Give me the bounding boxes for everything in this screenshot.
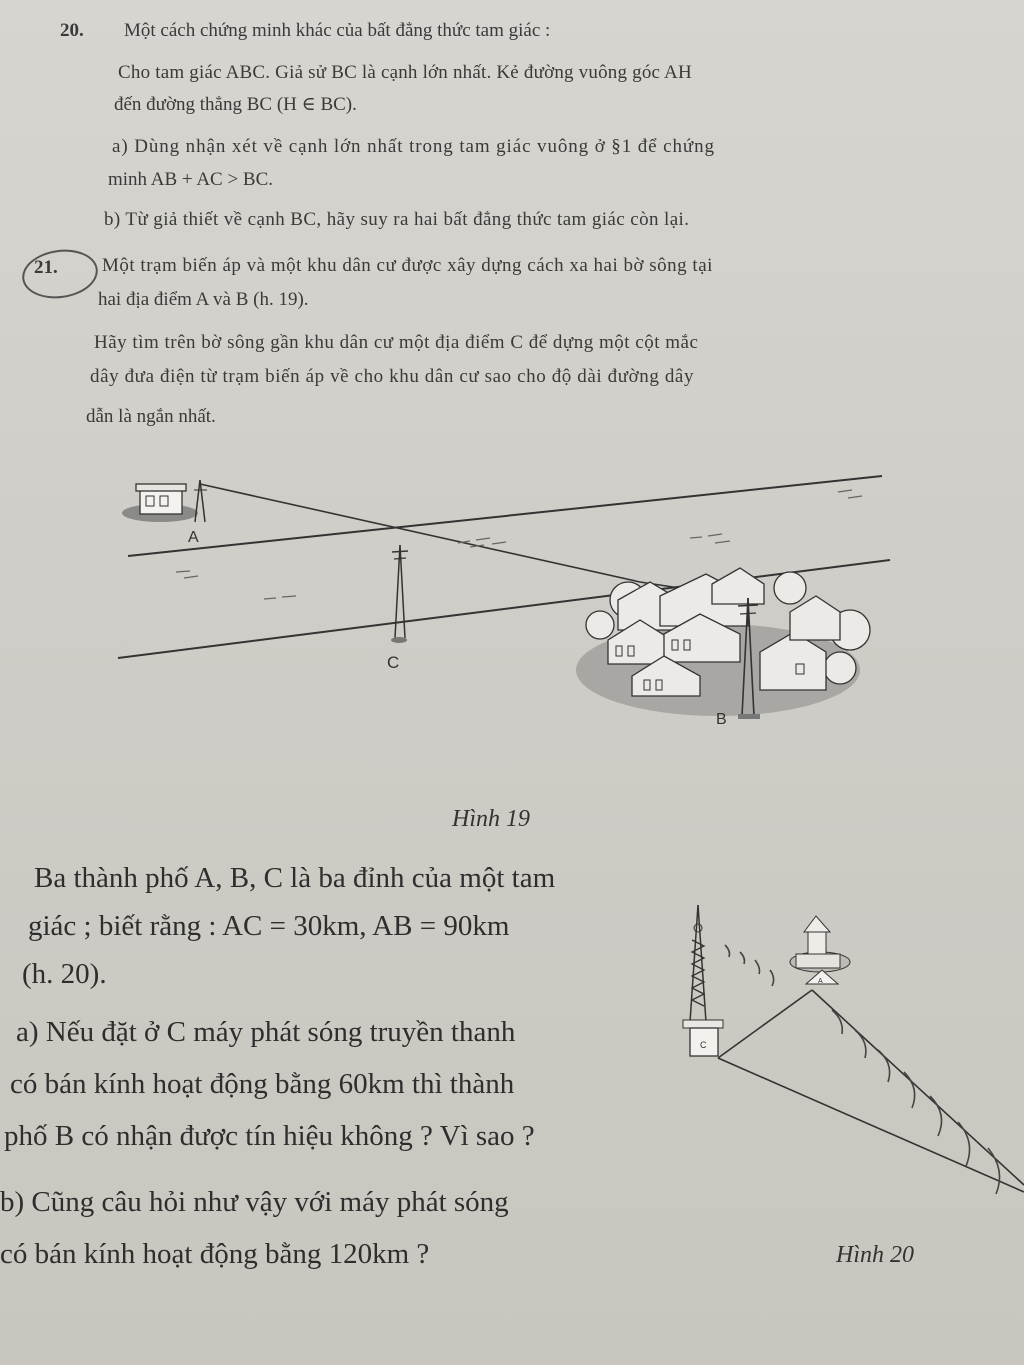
- problem-21-line3: Hãy tìm trên bờ sông gần khu dân cư một địa điểm C để dựng một cột mắc: [94, 332, 699, 353]
- problem-21-line4: dây đưa điện từ trạm biến áp về cho khu dân cư sao cho độ dài đường dây: [90, 366, 695, 387]
- problem-22-a-line1: a) Nếu đặt ở C máy phát sóng truyền thanh: [16, 1016, 516, 1048]
- label-b: B: [716, 711, 727, 728]
- problem-21-line1: Một trạm biến áp và một khu dân cư được xây dựng cách xa hai bờ sông tại: [102, 255, 713, 276]
- problem-20-line2: đến đường thẳng BC (H ∈ BC).: [114, 94, 357, 115]
- problem-20-a-line1: a) Dùng nhận xét về cạnh lớn nhất trong tam giác vuông ở §1 để chứng: [112, 136, 715, 157]
- problem-20-line1: Cho tam giác ABC. Giả sử BC là cạnh lớn nhất. Kẻ đường vuông góc AH: [118, 62, 692, 83]
- problem-21-number: 21.: [34, 257, 58, 278]
- figure-19-illustration: [0, 460, 1024, 760]
- problem-22-b-line1: b) Cũng câu hỏi như vậy với máy phát sóng: [0, 1186, 509, 1218]
- figure-20-illustration: [660, 890, 1024, 1220]
- problem-22-a-line3: phố B có nhận được tín hiệu không ? Vì sao ?: [4, 1120, 535, 1152]
- figure-20-caption: Hình 20: [836, 1242, 914, 1268]
- label-c-fig20: C: [700, 1040, 707, 1050]
- problem-20-b-line: b) Từ giả thiết về cạnh BC, hãy suy ra hai bất đẳng thức tam giác còn lại.: [104, 209, 690, 230]
- label-c: C: [387, 653, 400, 672]
- village-icon: [576, 568, 870, 716]
- problem-21-line2: hai địa điểm A và B (h. 19).: [98, 289, 309, 310]
- problem-22-line2: giác ; biết rằng : AC = 30km, AB = 90km: [28, 910, 510, 942]
- problem-22-line3: (h. 20).: [22, 958, 107, 990]
- radio-tower-icon: [683, 905, 723, 1056]
- label-a: A: [188, 529, 199, 546]
- problem-20-a-line2: minh AB + AC > BC.: [108, 169, 274, 190]
- hand-drawn-circle: [19, 245, 101, 303]
- pole-c-icon: [391, 545, 408, 643]
- city-a-icon: [790, 916, 850, 984]
- problem-21-line5: dẫn là ngắn nhất.: [86, 406, 216, 427]
- problem-20-title: Một cách chứng minh khác của bất đẳng thức tam giác :: [124, 20, 551, 41]
- label-a-fig20: A: [818, 978, 823, 985]
- figure-19-caption: Hình 19: [452, 806, 530, 832]
- problem-22-line1: Ba thành phố A, B, C là ba đỉnh của một tam: [34, 862, 556, 894]
- problem-22-b-line2: có bán kính hoạt động bằng 120km ?: [0, 1238, 430, 1270]
- problem-22-a-line2: có bán kính hoạt động bằng 60km thì thành: [10, 1068, 515, 1100]
- problem-20-number: 20.: [60, 20, 84, 41]
